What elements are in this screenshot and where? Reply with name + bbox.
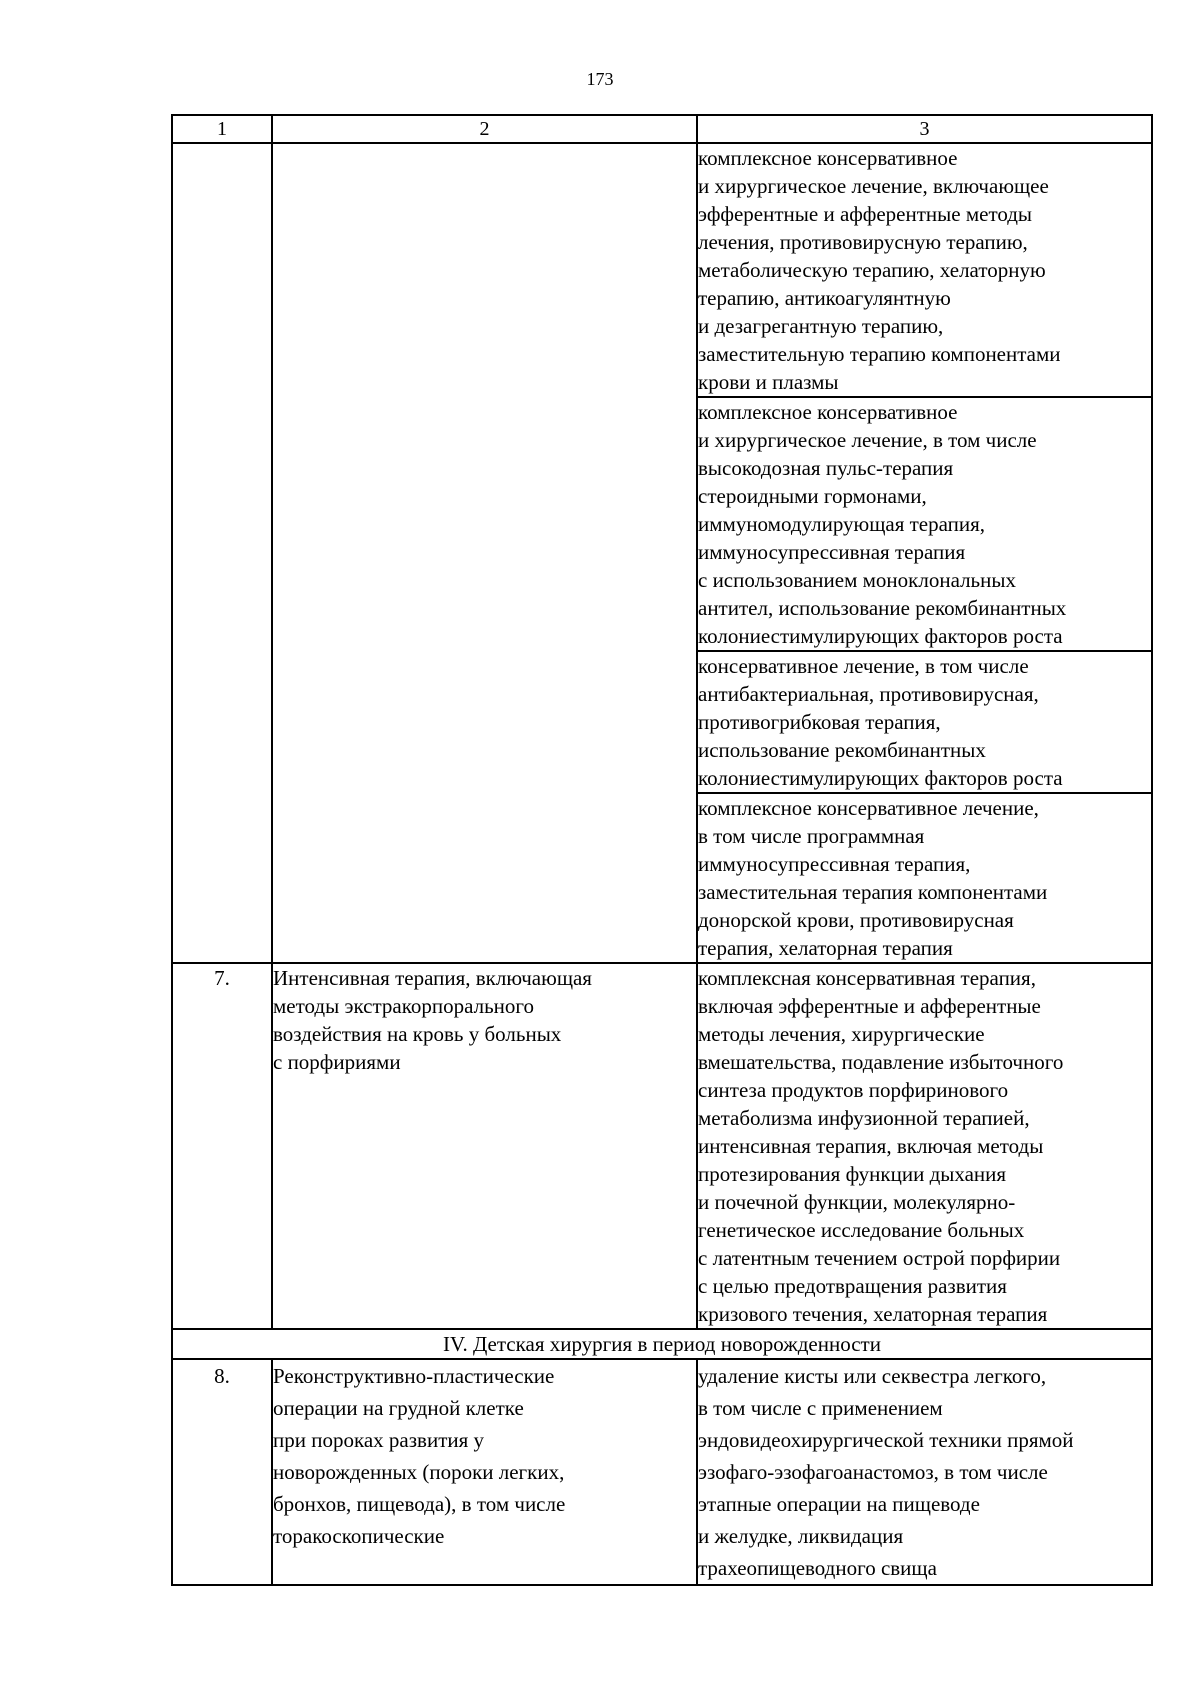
method-cell: удаление кисты или секвестра легкого, в том числе с применением эндовидеохирургической техники прямой эзофаго-эзофагоанастомоз, в том числе этапные операции на пищеводе и желудке, ликвидация трахеопищеводного свища [697, 1359, 1152, 1585]
section-title: IV. Детская хирургия в период новорожденности [172, 1329, 1152, 1359]
method-cell: комплексное консервативное и хирургическое лечение, включающее эфферентные и афферентные методы лечения, противовирусную терапию, метаболическую терапию, хелаторную терапию, антикоагулянтную и дезагрегантную терапию, заместительную терапию компонентами крови и плазмы [697, 143, 1152, 397]
table-row-7 [172, 963, 1152, 1329]
table-header-row [172, 115, 1152, 143]
method-cell: комплексное консервативное и хирургическое лечение, в том числе высокодозная пульс-терапия стероидными гормонами, иммуномодулирующая терапия, иммуносупрессивная терапия с использованием моноклональных антител, использование рекомбинантных колониестимулирующих факторов роста [697, 397, 1152, 651]
method-cell: консервативное лечение, в том числе антибактериальная, противовирусная, противогрибковая терапия, использование рекомбинантных колониестимулирующих факторов роста [697, 651, 1152, 793]
header-col-2: 2 [272, 115, 697, 143]
header-col-3: 3 [697, 115, 1152, 143]
empty-number-cell [172, 143, 272, 963]
method-cell: комплексное консервативное лечение, в том числе программная иммуносупрессивная терапия, заместительная терапия компонентами донорской крови, противовирусная терапия, хелаторная терапия [697, 793, 1152, 963]
page-number: 173 [586, 69, 614, 89]
header-col-1: 1 [172, 115, 272, 143]
method-cell: комплексная консервативная терапия, включая эфферентные и афферентные методы лечения, хирургические вмешательства, подавление избыточного синтеза продуктов порфиринового метаболизма инфузионной терапией, интенсивная терапия, включая методы протезирования функции дыхания и почечной функции, молекулярно- генетическое исследование больных с латентным течением острой порфирии с целью предотвращения развития кризового течения, хелаторная терапия [697, 963, 1152, 1329]
section-heading-row [172, 1329, 1152, 1359]
table-row [172, 143, 1152, 397]
row-number: 7. [172, 963, 272, 1329]
row-number: 8. [172, 1359, 272, 1585]
treatment-name-cell: Интенсивная терапия, включающая методы экстракорпорального воздействия на кровь у больных с порфириями [272, 963, 697, 1329]
treatment-table [171, 114, 1153, 1586]
treatment-name-cell: Реконструктивно-пластические операции на грудной клетке при пороках развития у новорожденных (пороки легких, бронхов, пищевода), в том числе торакоскопические [272, 1359, 697, 1585]
empty-name-cell [272, 143, 697, 963]
table-row-8 [172, 1359, 1152, 1585]
